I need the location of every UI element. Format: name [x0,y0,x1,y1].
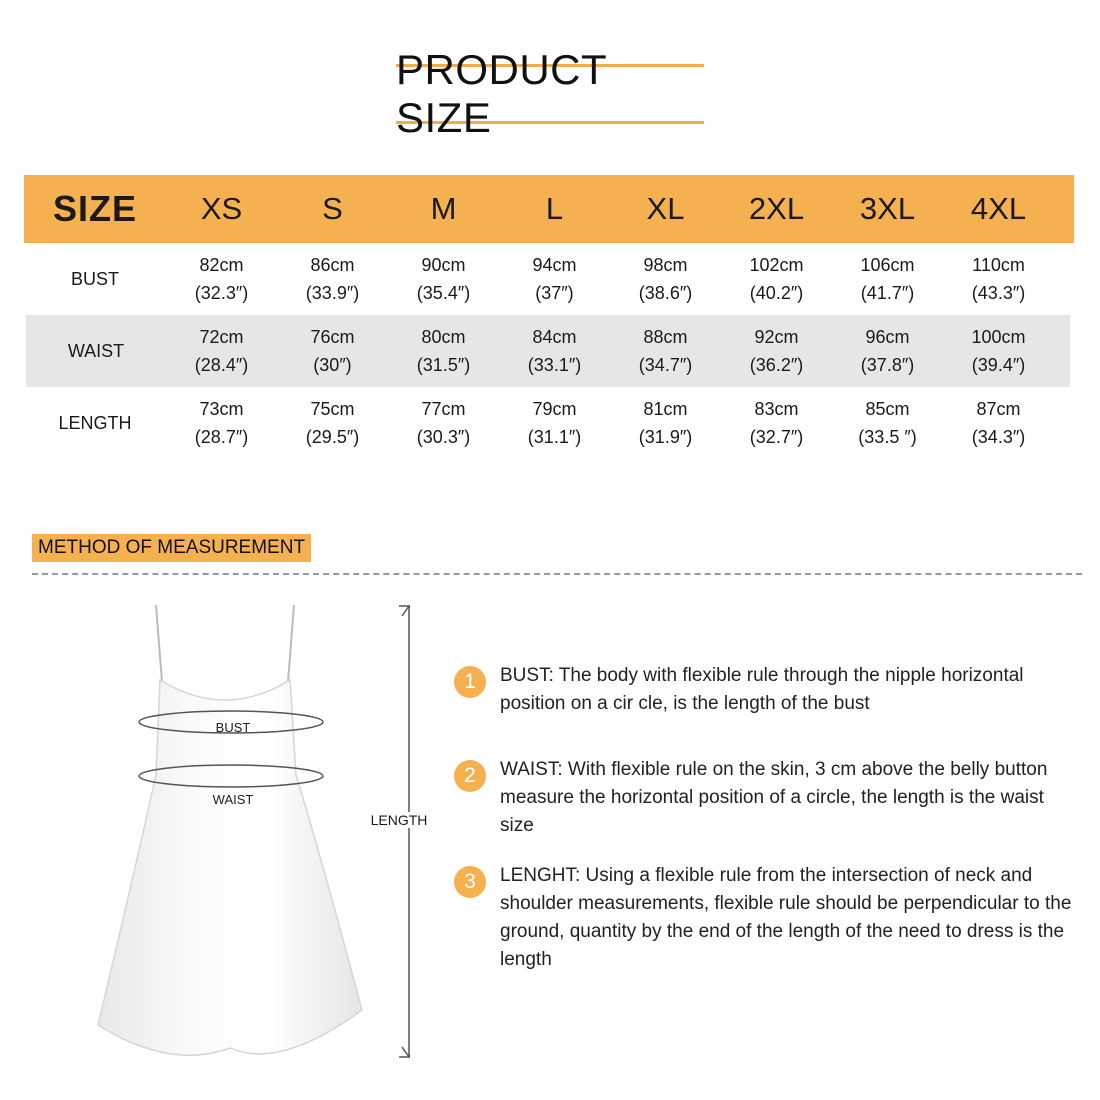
cell-cm-value: 79cm [532,399,577,419]
table-row [24,243,1074,315]
cell-inch-value: (34.3″) [971,427,1026,447]
cell-inch-value: (43.3″) [971,283,1026,303]
waist-figure-label: WAIST [212,792,254,807]
section-divider [32,573,1082,575]
cell-cm-value: 76cm [310,327,355,347]
cell-inch-value: (31.9″) [638,427,693,447]
length-measure-arrow [388,604,410,1059]
cell-cm-value: 92cm [754,327,799,347]
cell-cm-value: 77cm [421,399,466,419]
cell-cm-value: 80cm [421,327,466,347]
table-cell [388,323,499,379]
cell-inch-value: (28.4″) [194,355,249,375]
cell-cm-value: 81cm [643,399,688,419]
table-cell [832,251,943,307]
table-cell [499,251,610,307]
cell-cm-value: 98cm [643,255,688,275]
cell-inch-value: (31.5″) [416,355,471,375]
table-cell [832,395,943,451]
cell-cm-value: 72cm [199,327,244,347]
step-waist [454,760,1074,840]
cell-inch-value: (32.7″) [749,427,804,447]
table-cell [388,251,499,307]
table-cell [277,323,388,379]
step-number-badge: 3 [454,866,486,898]
cell-inch-value: (36.2″) [749,355,804,375]
cell-inch-value: (33.5 ″) [858,427,917,447]
cell-inch-value: (32.3″) [194,283,249,303]
cell-cm-value: 100cm [971,327,1026,347]
table-cell [943,251,1054,307]
row-label: BUST [70,268,119,289]
cell-cm-value: 73cm [199,399,244,419]
table-cell [610,251,721,307]
table-cell [610,323,721,379]
step-number-badge: 1 [454,666,486,698]
cell-inch-value: (38.6″) [638,283,693,303]
cell-cm-value: 102cm [749,255,804,275]
table-cell [943,323,1054,379]
cell-cm-value: 110cm [972,255,1025,275]
cell-inch-value: (33.1″) [527,355,582,375]
cell-inch-value: (34.7″) [638,355,693,375]
cell-inch-value: (41.7″) [860,283,915,303]
cell-cm-value: 86cm [310,255,355,275]
cell-inch-value: (37.8″) [860,355,915,375]
table-cell [832,323,943,379]
size-col-l: L [545,191,564,226]
bust-figure-label: BUST [215,720,251,735]
cell-cm-value: 84cm [532,327,577,347]
cell-inch-value: (28.7″) [194,427,249,447]
table-cell [721,323,832,379]
table-header [24,175,1074,243]
cell-inch-value: (29.5″) [305,427,360,447]
table-cell [166,395,277,451]
cell-cm-value: 83cm [754,399,799,419]
method-section-label: METHOD OF MEASUREMENT [32,534,311,562]
table-cell [277,251,388,307]
table-cell [499,395,610,451]
cell-cm-value: 85cm [865,399,910,419]
cell-cm-value: 88cm [643,327,688,347]
size-col-3xl: 3XL [859,191,916,226]
cell-cm-value: 82cm [199,255,244,275]
cell-cm-value: 96cm [865,327,910,347]
dress-illustration [90,600,390,1070]
size-col-2xl: 2XL [748,191,805,226]
cell-cm-value: 87cm [976,399,1021,419]
table-cell [721,251,832,307]
table-cell [166,251,277,307]
size-col-xl: XL [646,191,685,226]
length-figure-label: LENGTH [368,812,430,828]
step-length-text: LENGHT: Using a flexible rule from the intersection of neck and shoulder measurements, flexible rule should be perpendicular to the ground, quantity by the end of the length of the need to dress is the length [500,865,1072,970]
table-cell [943,395,1054,451]
cell-cm-value: 106cm [860,255,915,275]
cell-cm-value: 94cm [532,255,577,275]
cell-inch-value: (35.4″) [416,283,471,303]
cell-cm-value: 90cm [421,255,466,275]
cell-cm-value: 75cm [310,399,355,419]
size-chart-table [24,175,1074,459]
cell-inch-value: (40.2″) [749,283,804,303]
table-row [24,387,1074,459]
table-cell [277,395,388,451]
title-frame [396,46,704,141]
cell-inch-value: (31.1″) [527,427,582,447]
table-row [26,315,1070,387]
size-header-label: SIZE [52,188,137,229]
table-cell [388,395,499,451]
step-length [454,866,1074,974]
size-col-xs: XS [200,191,243,226]
step-bust [454,666,1074,718]
cell-inch-value: (30.3″) [416,427,471,447]
size-col-s: S [322,191,343,226]
step-waist-text: WAIST: With flexible rule on the skin, 3 cm above the belly button measure the horizontal position of a circle, the length is the waist size [500,759,1048,836]
cell-inch-value: (30″) [313,355,352,375]
step-bust-text: BUST: The body with flexible rule through the nipple horizontal position on a cir cle, is the length of the bust [500,665,1024,714]
table-cell [499,323,610,379]
table-cell [166,323,277,379]
size-col-4xl: 4XL [970,191,1027,226]
step-number-badge: 2 [454,760,486,792]
table-cell [721,395,832,451]
size-col-m: M [430,191,457,226]
cell-inch-value: (37″) [535,283,574,303]
cell-inch-value: (39.4″) [971,355,1026,375]
table-cell [610,395,721,451]
page-title: PRODUCT SIZE [396,46,607,141]
row-label: LENGTH [58,412,132,433]
row-label: WAIST [67,340,125,361]
cell-inch-value: (33.9″) [305,283,360,303]
